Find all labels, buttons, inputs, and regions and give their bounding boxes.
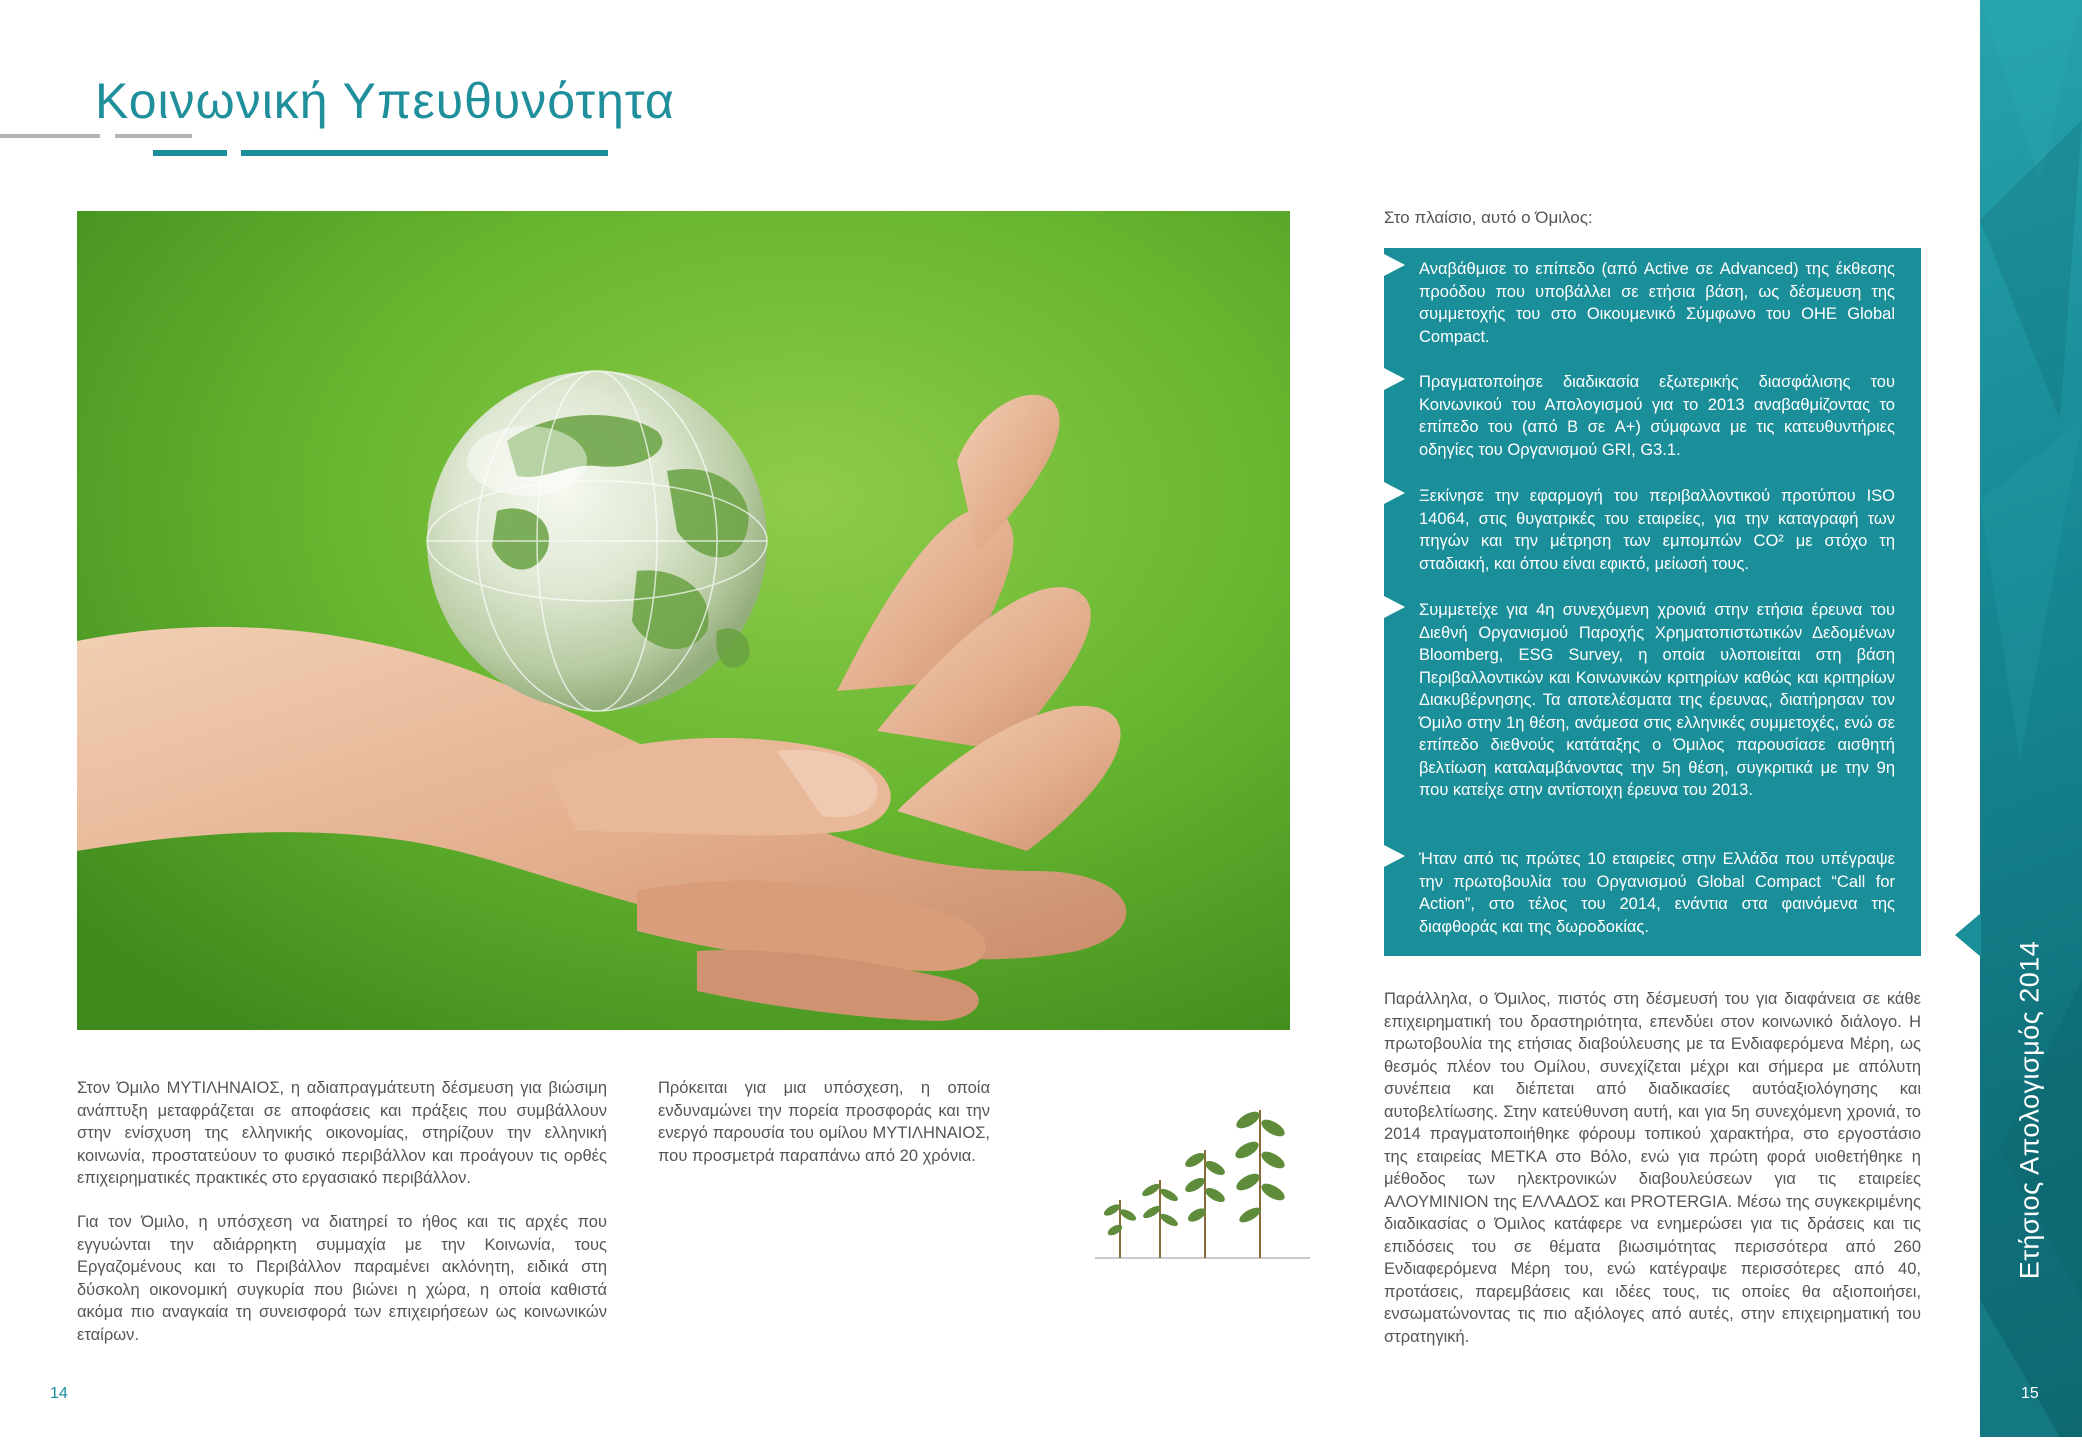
- left-col1-paragraph-2: Για τον Όμιλο, η υπόσχεση να διατηρεί το ήθος και τις αρχές που εγγυώνται την αδιάρρηκτη συμμαχία με την Κοινωνία, τους Εργαζομένους και το Περιβάλλον παραμένει ακλόνητη, ειδικά στη δύσκολη οικονομική συγκυρία που βιώνει η χώρα, η οποία καθιστά ακόμα πιο αναγκαία τη συνεισφορά των επιχειρήσεων ως κοινωνικών εταίρων.: [77, 1213, 607, 1344]
- achievement-item-4: Συμμετείχε για 4η συνεχόμενη χρονιά στην ετήσια έρευνα του Διεθνή Οργανισμού Παροχής Χρηματοπιστωτικών Δεδομένων Bloomberg, ESG Survey, η οποία υλοποιείται στη βάση Περιβαλλοντικών και Κοινωνικών κριτηρίων καθώς και κριτηρίων Διακυβέρνησης. Τα αποτελέσματα της έρευνας, διατήρησαν τον Όμιλο στην 1η θέση, ανάμεσα στις ελληνικές συμμετοχές, ενώ σε επίπεδο διεθνούς κατάταξης ο Όμιλος παρουσίασε αισθητή βελτίωση καταλαμβάνοντας την 5η θέση, συγκριτικά με την 9η που κατείχε στην αντίστοιχη έρευνα του 2013.: [1419, 601, 1895, 799]
- achievement-item-3: Ξεκίνησε την εφαρμογή του περιβαλλοντικού προτύπου ISO 14064, στις θυγατρικές του εταιρείες, για την καταγραφή των πηγών και την μέτρηση των εμπομπών CO² με στόχο τη σταδιακή, και όπου είναι εφικτό, μείωσή τους.: [1419, 487, 1895, 573]
- title-underline-teal-2: [241, 150, 608, 156]
- achievement-item-1: Αναβάθμισε το επίπεδο (από Active σε Advanced) της έκθεσης προόδου που υποβάλλει σε ετήσια βάση, ως δέσμευση της συμμετοχής του στο Οικουμενικό Σύμφωνο του ΟΗΕ Global Compact.: [1419, 260, 1895, 346]
- hand-holding-glass-globe-image: [77, 211, 1290, 1030]
- side-title: Ετήσιος Απολογισμός 2014: [2014, 940, 2045, 1280]
- bullet-notch-4: [1384, 596, 1405, 618]
- page-number-left: 14: [50, 1385, 68, 1402]
- left-col1-paragraph-1: Στον Όμιλο ΜΥΤΙΛΗΝΑΙΟΣ, η αδιαπραγμάτευτη δέσμευση για βιώσιμη ανάπτυξη μεταφράζεται σε αποφάσεις και πράξεις που συμβάλλουν στην ενίσχυση της ελληνικής οικονομίας, στηρίζουν την ελληνική κοινωνία, προστατεύουν το φυσικό περιβάλλον και προάγουν τις ορθές επιχειρηματικές πρακτικές στο εργασιακό περιβάλλον.: [77, 1079, 607, 1187]
- bullet-notch-3: [1384, 482, 1405, 504]
- bullet-notch-1: [1384, 254, 1405, 276]
- bullet-notch-5: [1384, 845, 1405, 867]
- title-underline-gray-2: [115, 134, 192, 138]
- page-title: Κοινωνική Υπευθυνότητα: [95, 73, 675, 129]
- title-underline-teal-1: [153, 150, 227, 156]
- globe-illustration: [77, 211, 1290, 1030]
- achievement-item-5: Ήταν από τις πρώτες 10 εταιρείες στην Ελλάδα που υπέγραψε την πρωτοβουλία του Οργανισμού Global Compact “Call for Action”, στο τέλος του 2014, ενάντια στα φαινόμενα της διαφθοράς και της δωροδοκίας.: [1419, 850, 1895, 936]
- intro-line: Στο πλαίσιο, αυτό ο Όμιλος:: [1384, 208, 1593, 227]
- achievement-item-2: Πραγματοποίησε διαδικασία εξωτερικής διασφάλισης του Κοινωνικού του Απολογισμού για το 2013 αναβαθμίζοντας το επίπεδο του (από B σε A+) σύμφωνα με τις κατευθυντήριες οδηγίες του Οργανισμού GRI, G3.1.: [1419, 373, 1895, 459]
- closing-paragraph: Παράλληλα, ο Όμιλος, πιστός στη δέσμευσή του για διαφάνεια σε κάθε επιχειρηματική του δραστηριότητα, επενδύει στον κοινωνικό διάλογο. Η πρωτοβουλία της ετήσιας διαβούλευσης με τα Ενδιαφερόμενα Μέρη, ως θεσμός πλέον του Ομίλου, συνεχίζεται μέχρι και σήμερα με απόλυτη συνέπεια και διέπεται από διαδικασίες αυτόαξιολόγησης και αυτοβελτίωσης. Στην κατεύθυνση αυτή, και για 5η συνεχόμενη χρονιά, το 2014 πραγματοποιήθηκε φόρουμ τοπικού χαρακτήρα, στο εργοστάσιο της εταιρείας ΜΕΤΚΑ στο Βόλο, ενώ για πρώτη φορά υιοθετήθηκε η μέθοδος των ηλεκτρονικών διαβουλεύσεων για τις εταιρείες ΑΛΟΥΜΙΝΙΟΝ της ΕΛΛΑΔΟΣ και PROTERGIA. Μέσω της συγκεκριμένης διαδικασίας ο Όμιλος κατάφερε να ενημερώσει για τις δράσεις και τις επιδόσεις του σε θέματα βιωσιμότητας περισσότερα από 260 Ενδιαφερόμενα Μέρη του, ενώ κατέγραψε περισσότερες από 40, προτάσεις, παρεμβάσεις και ιδέες τους, τις οποίες θα αξιοποιήσει, ενσωματώνοντας τις πιο αξιόλογες από αυτές, στην επιχειρηματική του στρατηγική.: [1384, 990, 1921, 1346]
- left-col2-paragraph-1: Πρόκειται για μια υπόσχεση, η οποία ενδυναμώνει την πορεία προσφοράς και την ενεργό παρουσία του ομίλου ΜΥΤΙΛΗΝΑΙΟΣ, που προσμετρά παραπάνω από 20 χρόνια.: [658, 1079, 990, 1165]
- growing-seedlings-image: [1095, 1090, 1315, 1265]
- bullet-notch-2: [1384, 368, 1405, 390]
- side-band-notch: [1955, 913, 1981, 957]
- page-number-right: 15: [2021, 1385, 2039, 1402]
- title-underline-gray-1: [0, 134, 100, 138]
